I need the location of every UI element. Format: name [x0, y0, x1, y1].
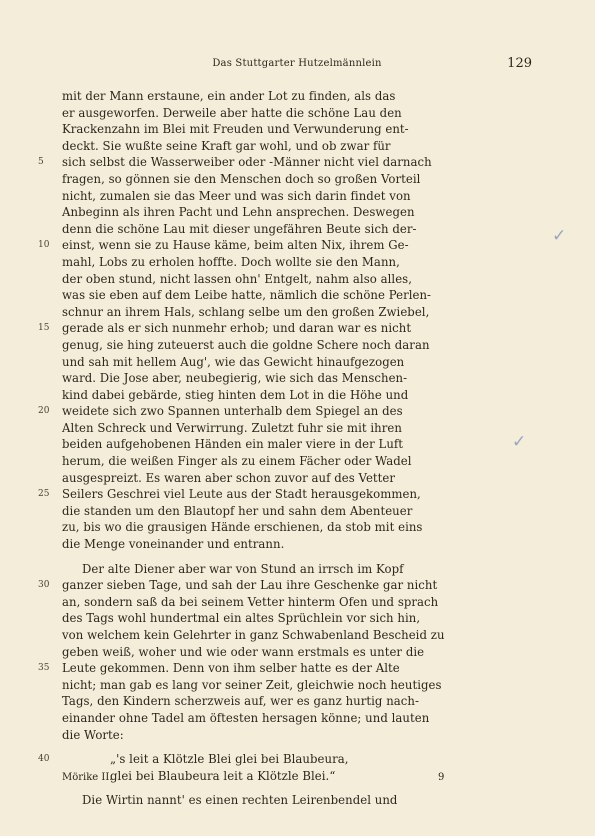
line-number: 5 [38, 157, 44, 168]
line-text: Der alte Diener aber war von Stund an irrsch im Kopf [82, 561, 404, 576]
line-number: 40 [38, 754, 50, 765]
text-line [62, 727, 532, 744]
line-text: herum, die weißen Finger als zu einem Fächer oder Wadel [62, 454, 412, 469]
text-line [62, 138, 532, 155]
text-line [62, 121, 532, 138]
line-text: schnur an ihrem Hals, schlang selbe um den großen Zwiebel, [62, 304, 430, 319]
line-text: zu, bis wo die grausigen Hände erschienen, da stob mit eins [62, 520, 423, 535]
page-header [62, 58, 532, 76]
line-text: die Menge voneinander und entrann. [62, 537, 285, 552]
line-text: einander ohne Tadel am öftesten hersagen könne; und lauten [62, 710, 430, 725]
line-text: mit der Mann erstaune, ein ander Lot zu finden, als das [62, 89, 396, 103]
text-line [62, 436, 532, 453]
body-text [38, 88, 532, 809]
line-number: 25 [38, 489, 50, 500]
line-text: sich selbst die Wasserweiber oder -Männer nicht viel darnach [62, 155, 432, 170]
line-text: ward. Die Jose aber, neubegierig, wie sich das Menschen- [62, 371, 408, 386]
line-text: des Tags wohl hundertmal ein altes Sprüchlein vor sich hin, [62, 611, 421, 626]
text-line [62, 792, 532, 809]
line-text: Seilers Geschrei viel Leute aus der Stadt herausgekommen, [62, 487, 421, 502]
text-line [62, 610, 532, 627]
line-text: deckt. Sie wußte seine Kraft gar wohl, und ob zwar für [62, 138, 391, 153]
text-line [38, 154, 532, 171]
line-text: ganzer sieben Tage, und sah der Lau ihre Geschenke gar nicht [62, 578, 438, 593]
line-number: 15 [38, 323, 50, 334]
line-text: nicht; man gab es lang vor seiner Zeit, gleichwie noch heutiges [62, 677, 442, 692]
line-text: Leute gekommen. Denn von ihm selber hatte es der Alte [62, 661, 400, 676]
text-line [62, 470, 532, 487]
text-line [38, 237, 532, 254]
text-line [62, 677, 532, 694]
line-text: glei bei Blaubeura leit a Klötzle Blei.“ [110, 768, 336, 783]
line-text: mahl, Lobs zu erholen hoffte. Doch wollte sie den Mann, [62, 254, 400, 269]
line-text: fragen, so gönnen sie den Menschen doch so großen Vorteil [62, 171, 421, 186]
text-line [62, 204, 532, 221]
line-number: 30 [38, 580, 50, 591]
line-text: genug, sie hing zuteuerst auch die goldne Schere noch daran [62, 337, 430, 352]
line-text: Anbeginn als ihren Pacht und Lehn ansprechen. Deswegen [62, 205, 415, 220]
text-line [62, 171, 532, 188]
text-line [38, 577, 532, 594]
text-line [62, 370, 532, 387]
line-number: 10 [38, 240, 50, 251]
line-text: einst, wenn sie zu Hause käme, beim alten Nix, ihrem Ge- [62, 238, 409, 253]
line-text: er ausgeworfen. Derweile aber hatte die schöne Lau den [62, 105, 402, 120]
line-text: Tags, den Kindern scherzweis auf, wer es ganz hurtig nach- [62, 694, 419, 709]
text-line [62, 304, 532, 321]
text-line [62, 387, 532, 404]
text-line [38, 660, 532, 677]
line-text: an, sondern saß da bei seinem Vetter hinterm Ofen und sprach [62, 594, 439, 609]
text-line [62, 519, 532, 536]
text-line [62, 188, 532, 205]
text-line [62, 271, 532, 288]
line-text: „'s leit a Klötzle Blei glei bei Blaubeura, [110, 752, 349, 767]
text-line [62, 693, 532, 710]
text-line [38, 486, 532, 503]
text-line [62, 88, 532, 105]
text-line [62, 254, 532, 271]
line-text: nicht, zumalen sie das Meer und was sich darin findet von [62, 188, 411, 203]
line-text: kind dabei gebärde, stieg hinten dem Lot in die Höhe und [62, 387, 409, 402]
line-text: der oben stund, nicht lassen ohn' Entgelt, nahm also alles, [62, 271, 412, 286]
pencil-check-mark: ✓ [552, 226, 567, 246]
line-number: 35 [38, 663, 50, 674]
line-text: die standen um den Blautopf her und sahn dem Abenteuer [62, 503, 413, 518]
text-line [62, 221, 532, 238]
text-line [62, 105, 532, 122]
line-text: weidete sich zwo Spannen unterhalb dem Spiegel an des [62, 404, 403, 419]
line-text: geben weiß, woher und wie oder wann erstmals es unter die [62, 644, 425, 659]
running-title: Das Stuttgarter Hutzelmännlein [212, 58, 382, 69]
text-line [62, 337, 532, 354]
line-text: die Worte: [62, 727, 124, 742]
text-line [62, 594, 532, 611]
footer-signature: Mörike II. [62, 772, 113, 783]
footer-sheet-number: 9 [438, 772, 445, 783]
text-line [62, 354, 532, 371]
verse-line [38, 751, 532, 768]
text-line [62, 561, 532, 578]
text-line [62, 710, 532, 727]
line-text: beiden aufgehobenen Händen ein maler viere in der Luft [62, 437, 404, 452]
text-line [62, 503, 532, 520]
line-number: 20 [38, 406, 50, 417]
line-text: ausgespreizt. Es waren aber schon zuvor auf des Vetter [62, 470, 396, 485]
line-text: Die Wirtin nannt' es einen rechten Leirenbendel und [82, 793, 398, 808]
page-number: 129 [507, 56, 532, 71]
text-line [62, 453, 532, 470]
line-text: gerade als er sich nunmehr erhob; und daran war es nicht [62, 321, 412, 336]
text-line [62, 644, 532, 661]
line-text: von welchem kein Gelehrter in ganz Schwabenland Bescheid zu [62, 628, 445, 642]
page-footer [62, 772, 532, 788]
line-text: Krackenzahn im Blei mit Freuden und Verwunderung ent- [62, 122, 409, 137]
text-line [62, 420, 532, 437]
text-line [62, 536, 532, 553]
text-line [38, 403, 532, 420]
text-line [62, 287, 532, 304]
line-text: denn die schöne Lau mit dieser ungefähren Beute sich der- [62, 221, 417, 236]
line-text: und sah mit hellem Aug', wie das Gewicht hinaufgezogen [62, 354, 405, 369]
text-line [38, 320, 532, 337]
text-line [62, 627, 532, 644]
pencil-check-mark: ✓ [512, 432, 527, 452]
line-text: Alten Schreck und Verwirrung. Zuletzt fuhr sie mit ihren [62, 420, 402, 435]
line-text: was sie eben auf dem Leibe hatte, nämlich die schöne Perlen- [62, 288, 432, 303]
